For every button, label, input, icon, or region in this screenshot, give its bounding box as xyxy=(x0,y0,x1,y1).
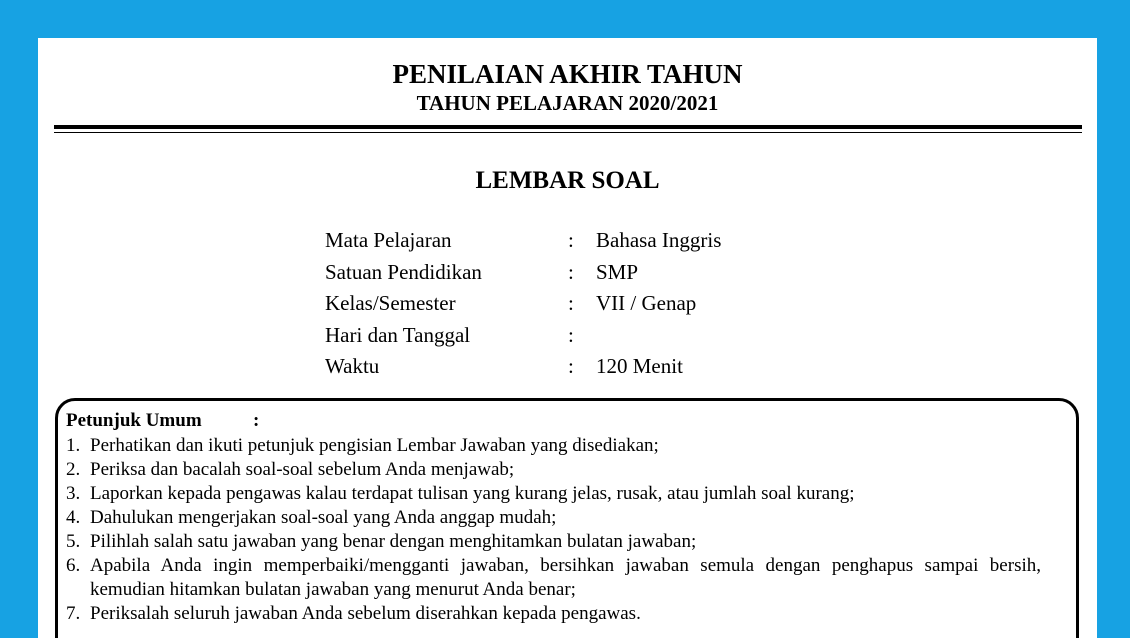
info-label: Mata Pelajaran xyxy=(325,228,452,252)
instruction-text: Apabila Anda ingin memperbaiki/mengganti jawaban, bersihkan jawaban semula dengan penghapus sampai bersih, kemudian hitamkan bulatan jawaban yang menurut Anda benar; xyxy=(90,555,1041,600)
instruction-item xyxy=(66,554,1041,602)
instruction-text: Periksalah seluruh jawaban Anda sebelum diserahkan kepada pengawas. xyxy=(90,603,641,624)
instructions-heading xyxy=(66,410,260,432)
header-rule-thin xyxy=(54,132,1082,133)
info-colon: : xyxy=(568,259,574,284)
instruction-text: Dahulukan mengerjakan soal-soal yang Anda anggap mudah; xyxy=(90,507,557,528)
instruction-number: 7. xyxy=(66,603,81,624)
info-colon: : xyxy=(568,291,574,315)
instruction-item xyxy=(66,434,1041,458)
info-label: Satuan Pendidikan xyxy=(325,259,482,284)
header-subtitle: TAHUN PELAJARAN 2020/2021 xyxy=(416,91,719,115)
info-label: Hari dan Tanggal xyxy=(325,322,471,347)
instruction-number: 2. xyxy=(66,459,81,480)
instruction-item xyxy=(66,482,1041,506)
info-colon: : xyxy=(568,354,574,378)
instructions-heading-colon: : xyxy=(253,410,260,431)
header-title: PENILAIAN AKHIR TAHUN xyxy=(392,59,743,89)
sheet-title: LEMBAR SOAL xyxy=(475,167,660,194)
instruction-text: Laporkan kepada pengawas kalau terdapat tulisan yang kurang jelas, rusak, atau jumlah soal kurang; xyxy=(90,483,855,504)
instructions-list xyxy=(66,434,1041,626)
instruction-number: 6. xyxy=(66,555,81,576)
info-colon: : xyxy=(568,322,574,347)
info-value: Bahasa Inggris xyxy=(596,228,722,252)
instructions-heading-text: Petunjuk Umum xyxy=(66,410,202,431)
info-value: VII / Genap xyxy=(596,291,697,315)
instruction-number: 3. xyxy=(66,483,81,504)
info-label: Kelas/Semester xyxy=(325,291,456,315)
instruction-text: Pilihlah salah satu jawaban yang benar dengan menghitamkan bulatan jawaban; xyxy=(90,531,697,552)
instruction-number: 4. xyxy=(66,507,81,528)
instruction-text: Perhatikan dan ikuti petunjuk pengisian Lembar Jawaban yang disediakan; xyxy=(90,435,659,456)
info-value: SMP xyxy=(596,259,639,284)
instruction-item xyxy=(66,506,1041,530)
instruction-item xyxy=(66,530,1041,554)
instruction-number: 1. xyxy=(66,435,81,456)
instruction-text: Periksa dan bacalah soal-soal sebelum Anda menjawab; xyxy=(90,459,515,480)
header-rule-thick xyxy=(54,125,1082,129)
instruction-number: 5. xyxy=(66,531,81,552)
exam-sheet xyxy=(38,38,1097,638)
instruction-item xyxy=(66,458,1041,482)
info-value: 120 Menit xyxy=(596,354,683,378)
instruction-item xyxy=(66,602,1041,626)
info-label: Waktu xyxy=(325,354,380,378)
info-colon: : xyxy=(568,228,574,252)
